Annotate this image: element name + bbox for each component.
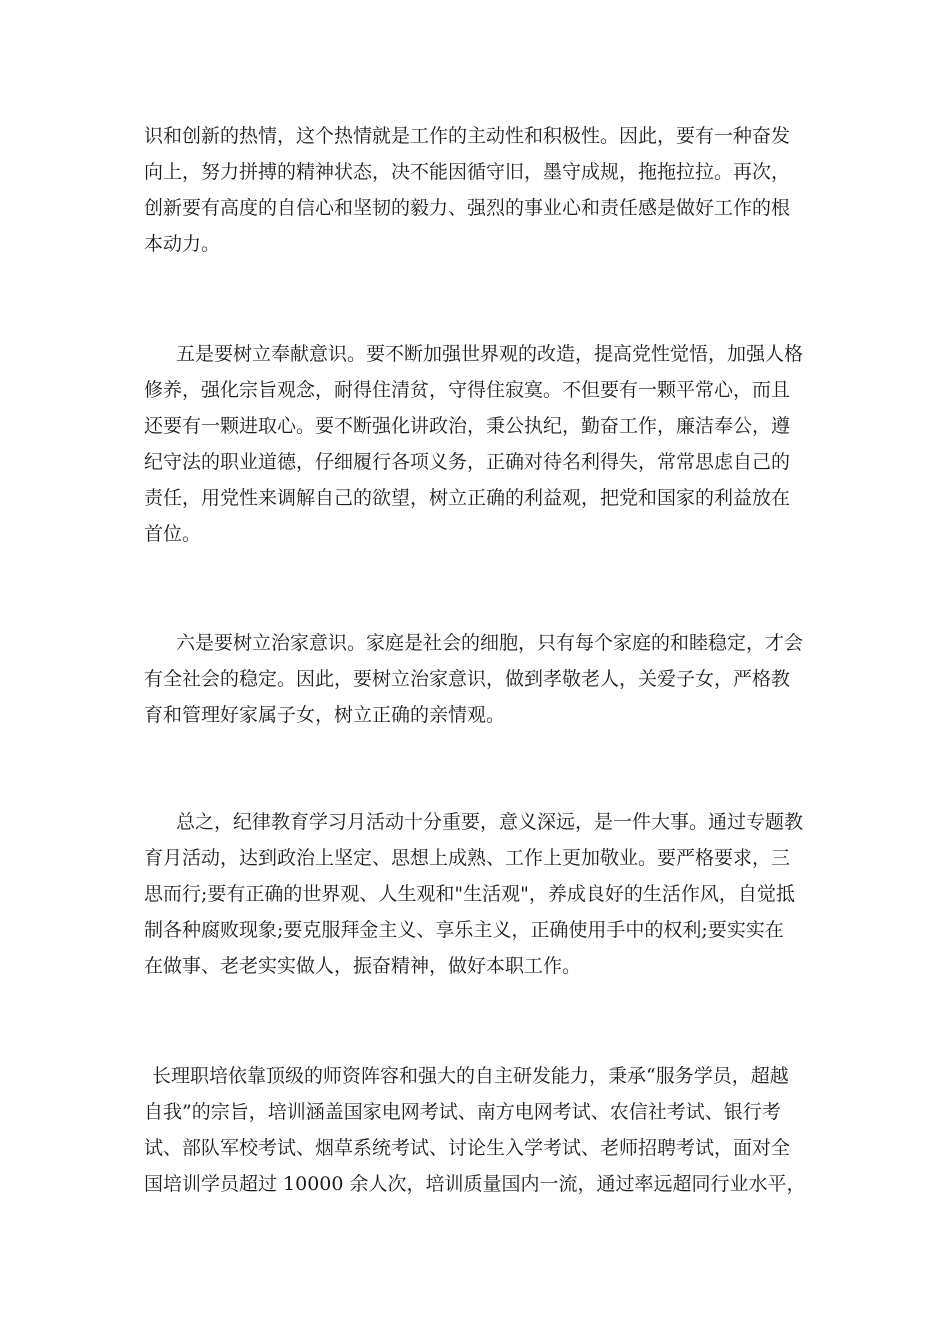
paragraph-family xyxy=(144,625,808,733)
text-line: 修养，强化宗旨观念，耐得住清贫，守得住寂寞。不但要有一颗平常心，而且 xyxy=(144,379,791,401)
paragraph-summary xyxy=(144,804,808,984)
text-line: 纪守法的职业道德，仔细履行各项义务，正确对待名利得失，常常思虑自己的 xyxy=(144,451,791,473)
text-line: 责任，用党性来调解自己的欲望，树立正确的利益观，把党和国家的利益放在 xyxy=(144,487,791,509)
text-line: 有全社会的稳定。因此，要树立治家意识，做到孝敬老人，关爱子女，严格教 xyxy=(144,668,791,690)
text-line: 向上，努力拼搏的精神状态，决不能因循守旧，墨守成规，拖拖拉拉。再次， xyxy=(144,161,791,183)
text-line: 还要有一颗进取心。要不断强化讲政治，秉公执纪，勤奋工作，廉洁奉公，遵 xyxy=(144,415,791,437)
text-line: 本动力。 xyxy=(144,233,221,255)
text-line: 制各种腐败现象;要克服拜金主义、享乐主义，正确使用手中的权利;要实实在 xyxy=(144,919,784,941)
text-line: 六是要树立治家意识。家庭是社会的细胞，只有每个家庭的和睦稳定，才会 xyxy=(176,632,804,654)
text-line: 识和创新的热情，这个热情就是工作的主动性和积极性。因此，要有一种奋发 xyxy=(144,125,791,147)
text-line: 五是要树立奉献意识。要不断加强世界观的改造，提高党性觉悟，加强人格 xyxy=(176,343,804,365)
text-line: 国培训学员超过 10000 余人次，培训质量国内一流，通过率远超同行业水平， xyxy=(144,1173,806,1195)
text-line: 长理职培依靠顶级的师资阵容和强大的自主研发能力，秉承“服务学员，超越 xyxy=(152,1065,789,1087)
paragraph-innovation xyxy=(144,118,808,262)
text-line: 育月活动，达到政治上坚定、思想上成熟、工作上更加敬业。要严格要求，三 xyxy=(144,847,791,869)
text-line: 试、部队军校考试、烟草系统考试、讨论生入学考试、老师招聘考试，面对全 xyxy=(144,1137,791,1159)
text-line: 首位。 xyxy=(144,523,202,545)
text-line: 自我”的宗旨，培训涵盖国家电网考试、南方电网考试、农信社考试、银行考 xyxy=(144,1101,781,1123)
paragraph-dedication xyxy=(144,336,808,552)
text-line: 在做事、老老实实做人，振奋精神，做好本职工作。 xyxy=(144,955,582,977)
text-line: 思而行;要有正确的世界观、人生观和"生活观"，养成良好的生活作风，自觉抵 xyxy=(144,883,795,905)
text-line: 总之，纪律教育学习月活动十分重要，意义深远，是一件大事。通过专题教 xyxy=(176,811,804,833)
text-line: 育和管理好家属子女，树立正确的亲情观。 xyxy=(144,704,506,726)
paragraph-promotion xyxy=(144,1058,808,1202)
text-line: 创新要有高度的自信心和坚韧的毅力、强烈的事业心和责任感是做好工作的根 xyxy=(144,197,791,219)
